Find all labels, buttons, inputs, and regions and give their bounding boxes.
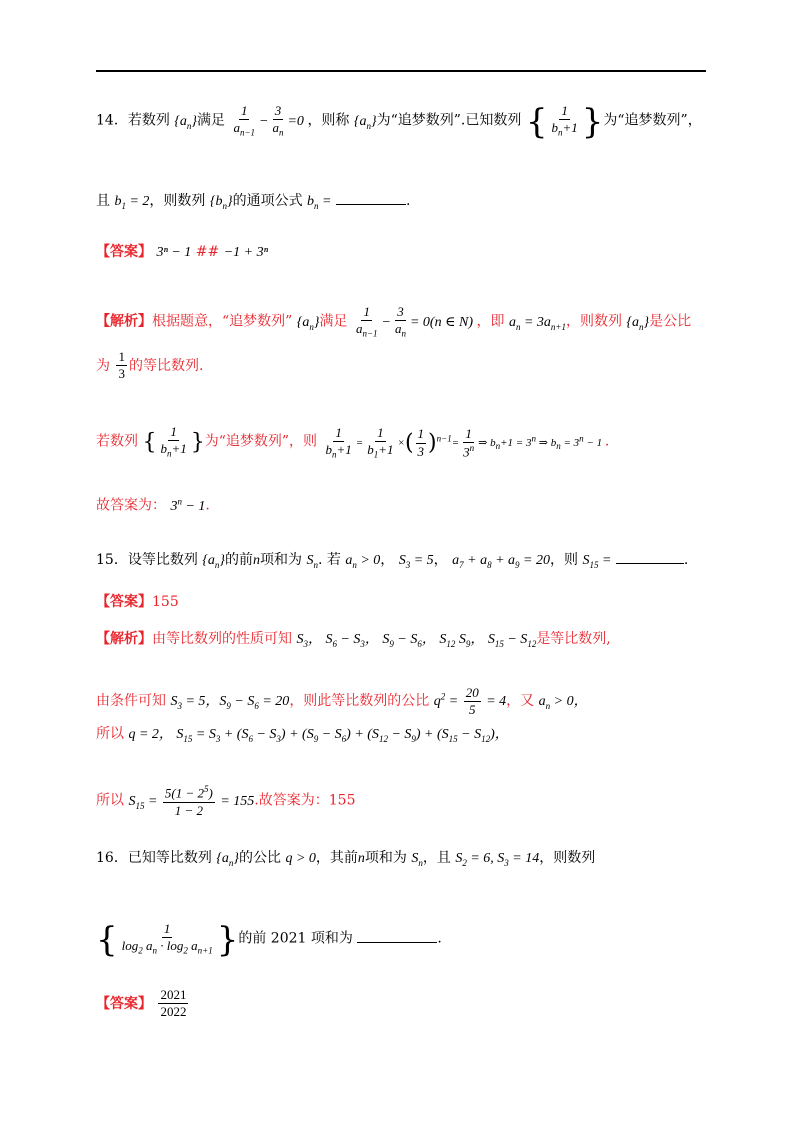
answer-blank — [357, 930, 437, 943]
formula: $3^n - 1$ — [170, 496, 206, 514]
question-15-line-1: 15．设等比数列 $\{a_n\}$的前n项和为 $S_n$. 若 $a_n > 0$， $S_3 = 5$， $a_7 + a_8 + a_9 = 20$，则 $S_{15}$ = . — [96, 552, 689, 570]
solution-14-line-4: 故答案为： $3^n - 1$. — [96, 496, 210, 514]
answer-fraction: $\frac{2021}{2022}$ — [160, 987, 187, 1020]
question-16-line-1: 16．已知等比数列 $\{a_n\}$的公比 q > 0，其前n项和为 $S_n$，且 $S_2 = 6$, $S_3 = 14$，则数列 — [96, 850, 596, 868]
solution-tag: 【解析】 — [96, 631, 152, 647]
formula: $S_3 = 5$，$S_9 - S_6 = 20$ — [170, 694, 290, 711]
answer-15 — [96, 595, 179, 609]
formula: $\frac{1}{a_{n-1}}$ − $\frac{3}{a_n}$ =0 — [233, 103, 308, 138]
answer-value: −1 + 3ⁿ — [223, 245, 268, 260]
solution-14-line-1: 【解析】根据题意，“追梦数列” $\{a_n\}$满足 $\frac{1}{a_{n-1}}$ − $\frac{3}{a_n}$ = 0(n ∈ N) ，即 $a_n = 3a_{n+1}$，则数列 $\{a_n\}$是公比 — [96, 304, 692, 339]
question-number: 16． — [96, 850, 128, 866]
solution-14-line-3: 若数列 { $\frac{1}{b_n+1}$ }为“追梦数列”，则 $\frac{1}{b_n+1}$ = $\frac{1}{b_1+1}$ ×( $\frac{1}{3}$ )$^{n-1}$= $\frac{1}{3^n}$ ⇒ $b_n+1 = 3^n$ ⇒ $b_n = 3^n - 1$ . — [96, 424, 610, 460]
formula: $\{a_n\}$ — [216, 851, 239, 868]
formula: $\frac{1}{3}$ — [118, 349, 125, 382]
answer-tag: 【答案】 — [96, 244, 152, 260]
formula: $\{a_n\}$ — [296, 314, 320, 332]
formula: q > 0 — [285, 851, 316, 866]
question-14-line-2: 且 $b_1 = 2$，则数列 $\{b_n\}$的通项公式 $b_n$ = . — [96, 193, 411, 211]
solution-15-line-3: 所以 q = 2， $S_{15} = S_3 + (S_6 - S_3) + (S_9 - S_6) + (S_{12} - S_9) + (S_{15} - S_{12})$， — [96, 726, 509, 744]
formula: $a_n > 0$， — [538, 694, 588, 711]
question-number: 14． — [96, 112, 128, 129]
solution-14-line-2: 为 $\frac{1}{3}$ 的等比数列. — [96, 349, 204, 382]
formula: $q^2$ = $\frac{20}{5}$ = 4 — [433, 685, 507, 718]
answer-16 — [96, 988, 190, 1020]
answer-blank — [616, 551, 684, 564]
formula: $\{a_n\}$ — [626, 314, 650, 332]
header-rule — [96, 70, 706, 72]
formula: $a_n > 0$ — [345, 553, 381, 570]
solution-15-line-4: 所以 $S_{15}$ = $\frac{5(1 - 2^5)}{1 - 2}$ = 155.故答案为：155 — [96, 784, 356, 818]
solution-tag: 【解析】 — [96, 313, 152, 330]
formula: $a_n = 3a_{n+1}$ — [508, 314, 566, 332]
question-14-line-1: 14．若数列 $\{a_n\}$满足 $\frac{1}{a_{n-1}}$ − $\frac{3}{a_n}$ =0 ，则称 $\{a_n\}$为“追梦数列”.已知数列 { $\frac{1}{b_n+1}$ }为“追梦数列”， — [96, 101, 702, 142]
formula: $S_2 = 6$, $S_3 = 14$ — [455, 851, 540, 868]
solution-15-line-1: 【解析】由等比数列的性质可知 $S_3$， $S_6 - S_3$， $S_9 - S_6$， $S_{12}$ $S_9$， $S_{15} - S_{12}$是等比数列, — [96, 631, 611, 649]
answer-blank — [336, 192, 406, 205]
answer-value: 155 — [152, 594, 179, 610]
formula: $S_3$， $S_6 - S_3$， $S_9 - S_6$， $S_{12}$ $S_9$， $S_{15} - S_{12}$ — [296, 632, 537, 649]
answer-tag: 【答案】 — [96, 995, 152, 1012]
formula: q = 2， $S_{15} = S_3 + (S_6 - S_3) + (S_9 - S_6) + (S_{12} - S_9) + (S_{15} - S_{12})$， — [128, 727, 509, 744]
formula: { $\frac{1}{b_n+1}$ } — [142, 424, 205, 459]
formula: $\{a_n\}$ — [353, 113, 377, 131]
formula: $\frac{1}{a_{n-1}}$ − $\frac{3}{a_n}$ = 0(n ∈ N) — [355, 304, 477, 339]
question-16-line-2: { $\frac{1}{\log_2 a_n \cdot \log_2 a_{n+1}}$ }的前 2021 项和为 . — [96, 919, 442, 960]
answer-tag: 【答案】 — [96, 594, 152, 610]
formula: $\{a_n\}$ — [174, 113, 197, 131]
formula: $S_{15}$ = $\frac{5(1 - 2^5)}{1 - 2}$ = 155 — [128, 784, 255, 818]
answer-separator: ## — [195, 244, 220, 260]
question-number: 15． — [96, 552, 128, 568]
formula: $S_3 = 5$ — [398, 553, 434, 570]
answer-14 — [96, 245, 268, 260]
formula: $S_n$ — [411, 851, 423, 868]
answer-value: 3ⁿ − 1 — [156, 245, 192, 260]
formula: $S_n$ — [306, 553, 318, 570]
formula: $a_7 + a_8 + a_9 = 20$ — [452, 553, 550, 570]
formula: $S_{15}$ = — [582, 553, 612, 570]
formula: $\{a_n\}$ — [202, 553, 225, 570]
solution-15-line-2: 由条件可知 $S_3 = 5$，$S_9 - S_6 = 20$，则此等比数列的公比 $q^2$ = $\frac{20}{5}$ = 4，又 $a_n > 0$， — [96, 685, 588, 718]
formula: { $\frac{1}{b_n+1}$ } — [525, 101, 604, 142]
formula: $\{b_n\}$ — [209, 194, 233, 211]
formula: $\frac{1}{b_n+1}$ = $\frac{1}{b_1+1}$ ×( $\frac{1}{3}$ )$^{n-1}$= $\frac{1}{3^n}$ ⇒ $b_n+1 = 3^n$ ⇒ $b_n = 3^n - 1$ — [325, 424, 605, 460]
formula: { $\frac{1}{\log_2 a_n \cdot \log_2 a_{n+1}}$ } — [96, 919, 239, 960]
formula: $b_1 = 2$ — [114, 194, 150, 211]
formula: $b_n$ = — [307, 194, 332, 211]
